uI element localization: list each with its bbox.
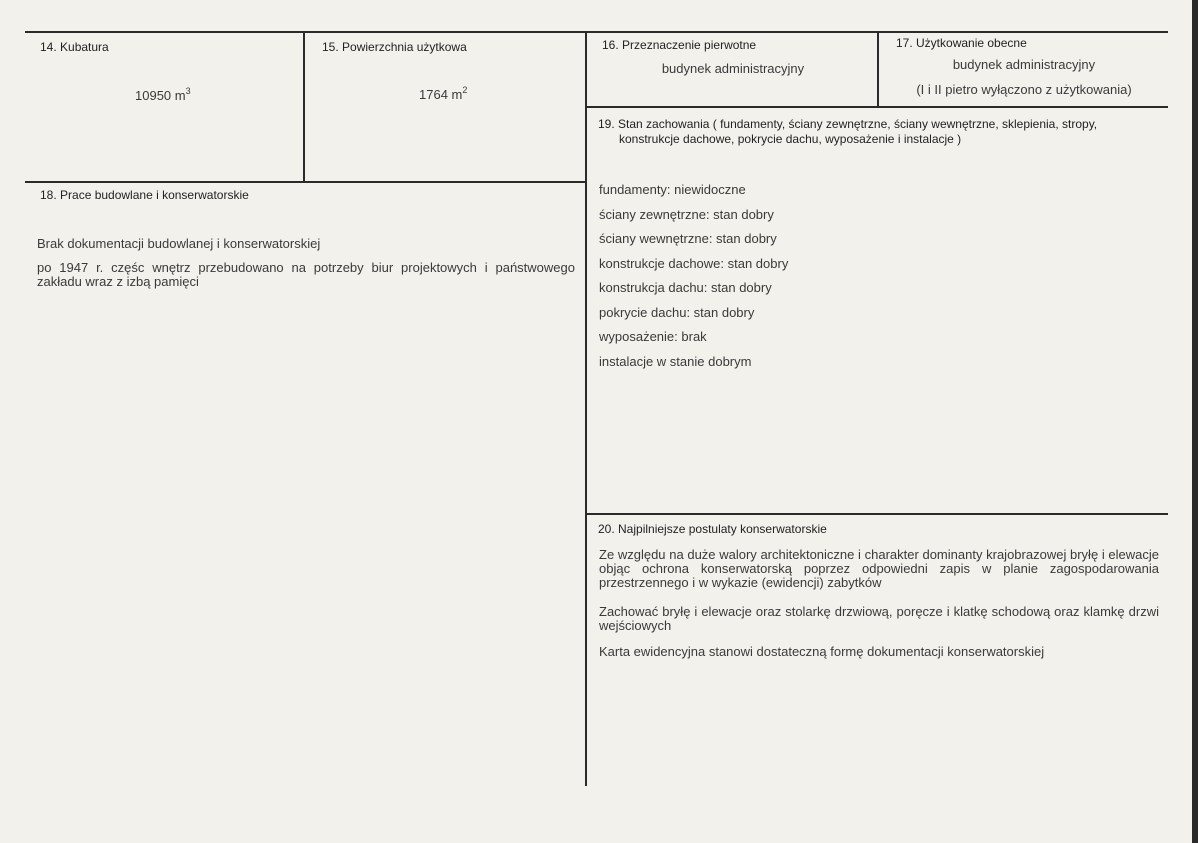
- field-17-note: (I i II pietro wyłączono z użytkowania): [916, 82, 1132, 97]
- field-15-label: 15. Powierzchnia użytkowa: [322, 40, 467, 54]
- divider-14-15: [303, 31, 305, 183]
- field-19-label-line1: 19. Stan zachowania ( fundamenty, ściany zewnętrzne, ściany wewnętrzne, sklepienia, stropy,: [598, 117, 1098, 131]
- rule-under-14-15: [25, 181, 586, 183]
- area-value: 1764 m: [419, 87, 463, 102]
- scan-edge-shadow: [1192, 0, 1198, 843]
- cubature-value: 10950 m: [135, 88, 186, 103]
- condition-item: wyposażenie: brak: [599, 329, 707, 344]
- condition-item: ściany wewnętrzne: stan dobry: [599, 231, 777, 246]
- field-16-label: 16. Przeznaczenie pierwotne: [602, 38, 757, 52]
- field-19-condition-list: [599, 178, 1159, 374]
- area-unit-exponent: 2: [462, 85, 468, 95]
- center-divider: [585, 31, 587, 786]
- field-19-label-line2: konstrukcje dachowe, pokrycie dachu, wyposażenie i instalacje ): [619, 132, 962, 146]
- condition-item: instalacje w stanie dobrym: [599, 353, 752, 369]
- field-20-paragraph: Zachować bryłę i elewacje oraz stolarkę drzwiową, poręcze i klatkę schodową oraz klamkę drzwi wejściowych: [599, 604, 1159, 633]
- field-17-label: 17. Użytkowanie obecne: [896, 36, 1027, 50]
- field-18-paragraph: Brak dokumentacji budowlanej i konserwatorskiej: [37, 236, 321, 251]
- condition-item: ściany zewnętrzne: stan dobry: [599, 206, 774, 222]
- field-14-value: [135, 87, 191, 106]
- top-rule: [25, 31, 1168, 33]
- condition-item: fundamenty: niewidoczne: [599, 182, 746, 197]
- field-20-paragraph: Ze względu na duże walory architektoniczne i charakter dominanty krajobrazowej bryłę i elewacje objąc ochrona konserwatorską poprzez odpowiedni zapis w planie zagospodarowania przestrzennego i w wykazie (ewidencji) zabytków: [599, 547, 1159, 590]
- rule-under-16-17: [586, 106, 1168, 108]
- field-18-paragraph: po 1947 r. częśc wnętrz przebudowano na potrzeby biur projektowych i państwowego zakładu wraz z izbą pamięci: [37, 260, 575, 289]
- field-20-label: 20. Najpilniejsze postulaty konserwatorskie: [598, 522, 827, 536]
- field-15-value: [419, 86, 467, 105]
- field-14-label: 14. Kubatura: [40, 40, 109, 54]
- field-17-value: budynek administracyjny: [952, 57, 1096, 72]
- condition-item: pokrycie dachu: stan dobry: [599, 304, 755, 320]
- field-16-value: budynek administracyjny: [661, 61, 805, 76]
- condition-item: konstrukcja dachu: stan dobry: [599, 280, 772, 295]
- field-18-label: 18. Prace budowlane i konserwatorskie: [40, 188, 249, 202]
- field-20-paragraph: Karta ewidencyjna stanowi dostateczną formę dokumentacji konserwatorskiej: [599, 644, 1045, 659]
- condition-item: konstrukcje dachowe: stan dobry: [599, 255, 789, 271]
- cubature-unit-exponent: 3: [185, 86, 191, 96]
- rule-above-20: [586, 513, 1168, 515]
